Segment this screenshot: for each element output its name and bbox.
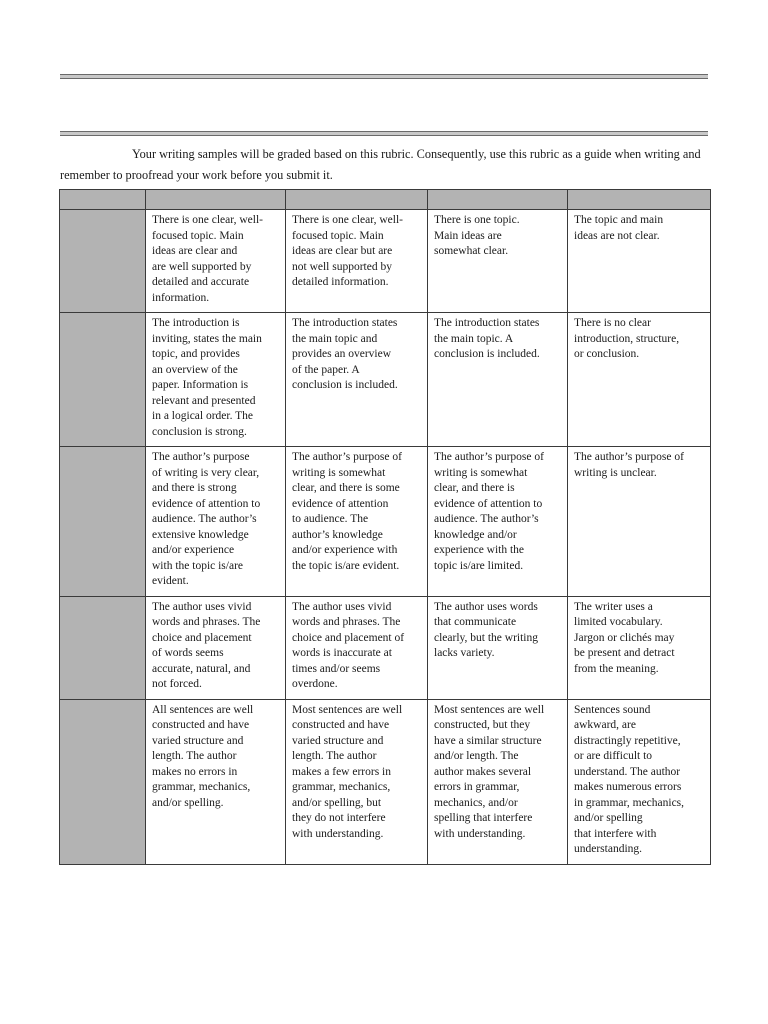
- header-criteria: [60, 190, 146, 210]
- rubric-cell: The author uses vivid words and phrases. The choice and placement of words is inaccurate at times and/or seems overdone.: [286, 596, 428, 699]
- rubric-cell: The introduction is inviting, states the main topic, and provides an overview of the paper. Information is relevant and presented in a logical order. The conclusion is strong.: [146, 313, 286, 447]
- criterion-cell: [60, 596, 146, 699]
- criterion-cell: [60, 210, 146, 313]
- rubric-cell: The author uses words that communicate clearly, but the writing lacks variety.: [428, 596, 568, 699]
- rubric-row: [60, 447, 711, 597]
- rubric-cell: The author’s purpose of writing is unclear.: [568, 447, 711, 597]
- rubric-cell: The author’s purpose of writing is very clear, and there is strong evidence of attention to audience. The author’s extensive knowledge and/or experience with the topic is/are evident.: [146, 447, 286, 597]
- rubric-cell: The introduction states the main topic. A conclusion is included.: [428, 313, 568, 447]
- rubric-cell: There is one topic. Main ideas are somewhat clear.: [428, 210, 568, 313]
- rubric-table: [59, 189, 711, 865]
- rubric-cell: The author uses vivid words and phrases. The choice and placement of words seems accurate, natural, and not forced.: [146, 596, 286, 699]
- header-level-1: [146, 190, 286, 210]
- rubric-cell: Sentences sound awkward, are distractingly repetitive, or are difficult to understand. The author makes numerous errors in grammar, mechanics, and/or spelling that interfere with understanding.: [568, 699, 711, 864]
- rubric-row: [60, 210, 711, 313]
- header-level-3: [428, 190, 568, 210]
- criterion-cell: [60, 447, 146, 597]
- rubric-cell: The author’s purpose of writing is somewhat clear, and there is some evidence of attention to audience. The author’s knowledge and/or experience with the topic is/are evident.: [286, 447, 428, 597]
- intro-paragraph: [60, 144, 710, 186]
- intro-text: Your writing samples will be graded based on this rubric. Consequently, use this rubric as a guide when writing and remember to proofread your work before you submit it.: [60, 147, 701, 182]
- header-level-4: [568, 190, 711, 210]
- rubric-cell: There is one clear, well- focused topic. Main ideas are clear but are not well supported by detailed information.: [286, 210, 428, 313]
- rubric-cell: All sentences are well constructed and have varied structure and length. The author makes no errors in grammar, mechanics, and/or spelling.: [146, 699, 286, 864]
- header-level-2: [286, 190, 428, 210]
- rubric-row: [60, 596, 711, 699]
- rubric-row: [60, 313, 711, 447]
- criterion-cell: [60, 313, 146, 447]
- top-rule: [60, 74, 708, 79]
- rubric-header-row: [60, 190, 711, 210]
- rubric-row: [60, 699, 711, 864]
- rubric-cell: The topic and main ideas are not clear.: [568, 210, 711, 313]
- rubric-cell: There is one clear, well- focused topic. Main ideas are clear and are well supported by detailed and accurate information.: [146, 210, 286, 313]
- rubric-cell: The introduction states the main topic and provides an overview of the paper. A conclusion is included.: [286, 313, 428, 447]
- rubric-cell: Most sentences are well constructed and have varied structure and length. The author makes a few errors in grammar, mechanics, and/or spelling, but they do not interfere with understanding.: [286, 699, 428, 864]
- section-rule: [60, 131, 708, 136]
- rubric-cell: Most sentences are well constructed, but they have a similar structure and/or length. The author makes several errors in grammar, mechanics, and/or spelling that interfere with understanding.: [428, 699, 568, 864]
- criterion-cell: [60, 699, 146, 864]
- rubric-cell: The writer uses a limited vocabulary. Jargon or clichés may be present and detract from the meaning.: [568, 596, 711, 699]
- rubric-cell: There is no clear introduction, structure, or conclusion.: [568, 313, 711, 447]
- rubric-cell: The author’s purpose of writing is somewhat clear, and there is evidence of attention to audience. The author’s knowledge and/or experience with the topic is/are limited.: [428, 447, 568, 597]
